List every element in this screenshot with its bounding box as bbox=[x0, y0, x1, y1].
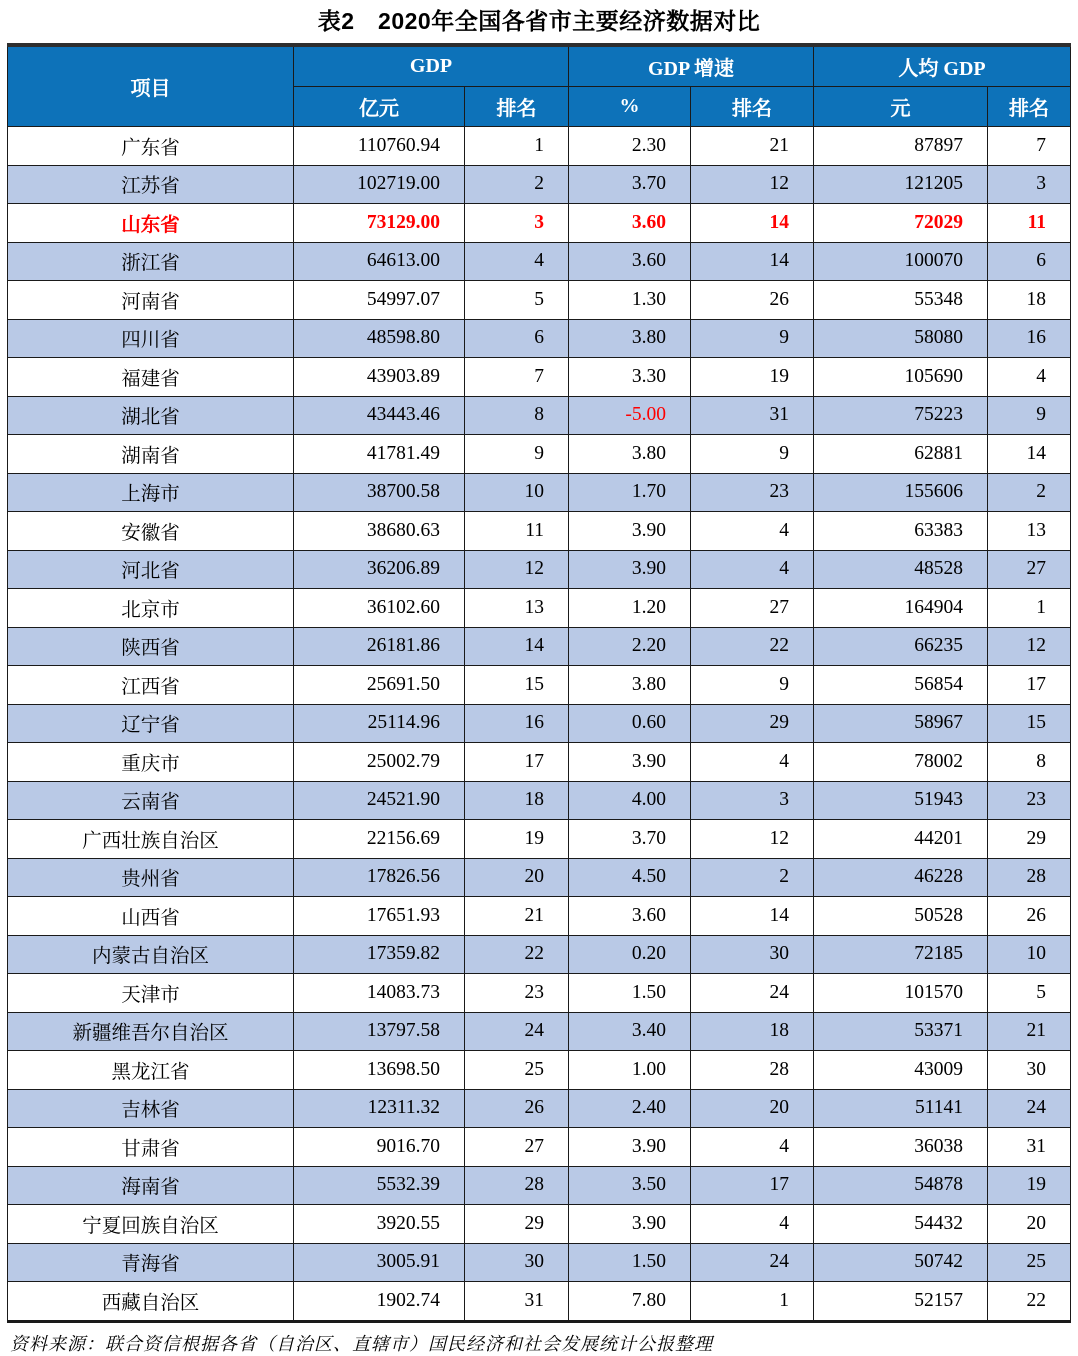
table-row bbox=[8, 974, 1071, 1013]
cell-per-capita-rank: 25 bbox=[988, 1243, 1071, 1282]
table-row bbox=[8, 704, 1071, 743]
cell-growth: 3.80 bbox=[569, 666, 691, 705]
cell-growth-rank: 19 bbox=[691, 358, 814, 397]
cell-province: 辽宁省 bbox=[8, 704, 294, 743]
cell-gdp: 24521.90 bbox=[294, 781, 465, 820]
cell-per-capita-rank: 24 bbox=[988, 1089, 1071, 1128]
cell-gdp-rank: 14 bbox=[465, 627, 569, 666]
cell-province: 四川省 bbox=[8, 319, 294, 358]
table-row bbox=[8, 242, 1071, 281]
cell-gdp: 13797.58 bbox=[294, 1012, 465, 1051]
cell-province: 甘肃省 bbox=[8, 1128, 294, 1167]
cell-gdp-rank: 7 bbox=[465, 358, 569, 397]
cell-per-capita: 54432 bbox=[814, 1205, 988, 1244]
cell-growth: 1.70 bbox=[569, 473, 691, 512]
header-gdp-rank: 排名 bbox=[465, 87, 569, 127]
cell-per-capita-rank: 17 bbox=[988, 666, 1071, 705]
cell-per-capita-rank: 28 bbox=[988, 858, 1071, 897]
cell-province: 广东省 bbox=[8, 127, 294, 166]
cell-gdp: 3005.91 bbox=[294, 1243, 465, 1282]
cell-growth-rank: 4 bbox=[691, 1205, 814, 1244]
cell-per-capita: 72029 bbox=[814, 204, 988, 243]
header-per-capita-unit: 元 bbox=[814, 87, 988, 127]
cell-per-capita-rank: 13 bbox=[988, 512, 1071, 551]
cell-growth: 3.60 bbox=[569, 242, 691, 281]
cell-gdp-rank: 13 bbox=[465, 589, 569, 628]
cell-gdp-rank: 1 bbox=[465, 127, 569, 166]
cell-province: 海南省 bbox=[8, 1166, 294, 1205]
cell-growth: 3.60 bbox=[569, 897, 691, 936]
cell-gdp-rank: 16 bbox=[465, 704, 569, 743]
cell-growth-rank: 30 bbox=[691, 935, 814, 974]
cell-per-capita-rank: 16 bbox=[988, 319, 1071, 358]
cell-gdp-rank: 22 bbox=[465, 935, 569, 974]
cell-gdp-rank: 8 bbox=[465, 396, 569, 435]
cell-per-capita-rank: 18 bbox=[988, 281, 1071, 320]
cell-growth: 3.30 bbox=[569, 358, 691, 397]
cell-per-capita: 58967 bbox=[814, 704, 988, 743]
cell-gdp: 73129.00 bbox=[294, 204, 465, 243]
cell-gdp-rank: 12 bbox=[465, 550, 569, 589]
cell-per-capita-rank: 7 bbox=[988, 127, 1071, 166]
cell-growth: 7.80 bbox=[569, 1282, 691, 1322]
cell-growth: 3.50 bbox=[569, 1166, 691, 1205]
cell-gdp-rank: 11 bbox=[465, 512, 569, 551]
cell-province: 宁夏回族自治区 bbox=[8, 1205, 294, 1244]
table-row bbox=[8, 1012, 1071, 1051]
table-row bbox=[8, 1243, 1071, 1282]
table-row bbox=[8, 627, 1071, 666]
table-row bbox=[8, 165, 1071, 204]
cell-per-capita: 58080 bbox=[814, 319, 988, 358]
cell-per-capita-rank: 30 bbox=[988, 1051, 1071, 1090]
table-row bbox=[8, 319, 1071, 358]
cell-per-capita-rank: 26 bbox=[988, 897, 1071, 936]
cell-province: 云南省 bbox=[8, 781, 294, 820]
table-header bbox=[8, 45, 1071, 127]
cell-growth-rank: 9 bbox=[691, 319, 814, 358]
cell-growth: -5.00 bbox=[569, 396, 691, 435]
cell-growth: 1.50 bbox=[569, 974, 691, 1013]
cell-gdp: 36102.60 bbox=[294, 589, 465, 628]
cell-per-capita: 78002 bbox=[814, 743, 988, 782]
table-row bbox=[8, 127, 1071, 166]
cell-growth-rank: 18 bbox=[691, 1012, 814, 1051]
table-row bbox=[8, 589, 1071, 628]
table-row bbox=[8, 358, 1071, 397]
cell-gdp-rank: 4 bbox=[465, 242, 569, 281]
cell-per-capita: 105690 bbox=[814, 358, 988, 397]
cell-gdp-rank: 3 bbox=[465, 204, 569, 243]
cell-growth: 3.80 bbox=[569, 435, 691, 474]
cell-province: 河北省 bbox=[8, 550, 294, 589]
header-gdp-unit: 亿元 bbox=[294, 87, 465, 127]
cell-per-capita: 87897 bbox=[814, 127, 988, 166]
cell-growth-rank: 4 bbox=[691, 512, 814, 551]
cell-growth-rank: 21 bbox=[691, 127, 814, 166]
cell-growth: 3.90 bbox=[569, 1128, 691, 1167]
cell-growth: 3.40 bbox=[569, 1012, 691, 1051]
cell-growth: 2.30 bbox=[569, 127, 691, 166]
cell-per-capita-rank: 12 bbox=[988, 627, 1071, 666]
cell-gdp: 5532.39 bbox=[294, 1166, 465, 1205]
economic-data-table bbox=[7, 43, 1071, 1323]
cell-gdp: 17651.93 bbox=[294, 897, 465, 936]
cell-growth-rank: 14 bbox=[691, 242, 814, 281]
cell-gdp: 54997.07 bbox=[294, 281, 465, 320]
cell-per-capita-rank: 15 bbox=[988, 704, 1071, 743]
cell-per-capita: 52157 bbox=[814, 1282, 988, 1322]
cell-per-capita-rank: 9 bbox=[988, 396, 1071, 435]
cell-growth-rank: 26 bbox=[691, 281, 814, 320]
cell-province: 安徽省 bbox=[8, 512, 294, 551]
cell-gdp: 38680.63 bbox=[294, 512, 465, 551]
cell-per-capita-rank: 11 bbox=[988, 204, 1071, 243]
cell-growth: 1.30 bbox=[569, 281, 691, 320]
header-growth-rank: 排名 bbox=[691, 87, 814, 127]
cell-growth: 2.20 bbox=[569, 627, 691, 666]
cell-province: 北京市 bbox=[8, 589, 294, 628]
table-row bbox=[8, 781, 1071, 820]
cell-province: 天津市 bbox=[8, 974, 294, 1013]
cell-growth-rank: 29 bbox=[691, 704, 814, 743]
cell-gdp: 36206.89 bbox=[294, 550, 465, 589]
cell-growth: 1.50 bbox=[569, 1243, 691, 1282]
cell-gdp-rank: 24 bbox=[465, 1012, 569, 1051]
cell-per-capita-rank: 4 bbox=[988, 358, 1071, 397]
cell-province: 湖北省 bbox=[8, 396, 294, 435]
cell-per-capita-rank: 23 bbox=[988, 781, 1071, 820]
cell-gdp-rank: 9 bbox=[465, 435, 569, 474]
cell-province: 重庆市 bbox=[8, 743, 294, 782]
cell-gdp-rank: 21 bbox=[465, 897, 569, 936]
table-row bbox=[8, 1128, 1071, 1167]
cell-province: 吉林省 bbox=[8, 1089, 294, 1128]
table-row bbox=[8, 204, 1071, 243]
cell-gdp-rank: 27 bbox=[465, 1128, 569, 1167]
cell-growth: 2.40 bbox=[569, 1089, 691, 1128]
cell-gdp-rank: 10 bbox=[465, 473, 569, 512]
cell-growth-rank: 14 bbox=[691, 204, 814, 243]
cell-per-capita-rank: 19 bbox=[988, 1166, 1071, 1205]
cell-gdp-rank: 26 bbox=[465, 1089, 569, 1128]
cell-growth: 3.90 bbox=[569, 1205, 691, 1244]
cell-per-capita: 72185 bbox=[814, 935, 988, 974]
cell-per-capita: 54878 bbox=[814, 1166, 988, 1205]
cell-per-capita-rank: 5 bbox=[988, 974, 1071, 1013]
cell-per-capita: 44201 bbox=[814, 820, 988, 859]
cell-province: 河南省 bbox=[8, 281, 294, 320]
table-row bbox=[8, 1089, 1071, 1128]
cell-province: 黑龙江省 bbox=[8, 1051, 294, 1090]
cell-growth-rank: 12 bbox=[691, 165, 814, 204]
header-row-groups bbox=[8, 45, 1071, 87]
cell-growth: 3.70 bbox=[569, 820, 691, 859]
cell-gdp: 41781.49 bbox=[294, 435, 465, 474]
cell-gdp: 25114.96 bbox=[294, 704, 465, 743]
table-row bbox=[8, 743, 1071, 782]
cell-growth-rank: 31 bbox=[691, 396, 814, 435]
table-row bbox=[8, 473, 1071, 512]
cell-province: 陕西省 bbox=[8, 627, 294, 666]
cell-province: 湖南省 bbox=[8, 435, 294, 474]
cell-gdp: 9016.70 bbox=[294, 1128, 465, 1167]
cell-growth-rank: 1 bbox=[691, 1282, 814, 1322]
cell-gdp-rank: 28 bbox=[465, 1166, 569, 1205]
cell-per-capita: 164904 bbox=[814, 589, 988, 628]
cell-per-capita: 100070 bbox=[814, 242, 988, 281]
cell-growth: 3.90 bbox=[569, 512, 691, 551]
cell-gdp-rank: 6 bbox=[465, 319, 569, 358]
cell-province: 青海省 bbox=[8, 1243, 294, 1282]
cell-province: 山西省 bbox=[8, 897, 294, 936]
cell-growth: 3.60 bbox=[569, 204, 691, 243]
cell-gdp: 26181.86 bbox=[294, 627, 465, 666]
header-gdp-group: GDP bbox=[294, 45, 569, 87]
cell-growth: 3.80 bbox=[569, 319, 691, 358]
cell-gdp-rank: 19 bbox=[465, 820, 569, 859]
table-row bbox=[8, 820, 1071, 859]
cell-growth: 0.60 bbox=[569, 704, 691, 743]
cell-province: 贵州省 bbox=[8, 858, 294, 897]
table-row bbox=[8, 512, 1071, 551]
cell-per-capita: 155606 bbox=[814, 473, 988, 512]
cell-province: 福建省 bbox=[8, 358, 294, 397]
cell-per-capita-rank: 27 bbox=[988, 550, 1071, 589]
cell-growth-rank: 3 bbox=[691, 781, 814, 820]
table-row bbox=[8, 858, 1071, 897]
cell-per-capita: 62881 bbox=[814, 435, 988, 474]
cell-growth-rank: 24 bbox=[691, 974, 814, 1013]
cell-per-capita-rank: 20 bbox=[988, 1205, 1071, 1244]
cell-gdp-rank: 30 bbox=[465, 1243, 569, 1282]
cell-per-capita: 46228 bbox=[814, 858, 988, 897]
cell-province: 江苏省 bbox=[8, 165, 294, 204]
header-per-capita-rank: 排名 bbox=[988, 87, 1071, 127]
cell-gdp: 38700.58 bbox=[294, 473, 465, 512]
cell-growth-rank: 9 bbox=[691, 666, 814, 705]
cell-growth-rank: 4 bbox=[691, 743, 814, 782]
cell-per-capita: 75223 bbox=[814, 396, 988, 435]
cell-gdp-rank: 18 bbox=[465, 781, 569, 820]
cell-province: 上海市 bbox=[8, 473, 294, 512]
cell-gdp: 102719.00 bbox=[294, 165, 465, 204]
cell-growth: 1.20 bbox=[569, 589, 691, 628]
cell-growth-rank: 4 bbox=[691, 1128, 814, 1167]
cell-per-capita-rank: 21 bbox=[988, 1012, 1071, 1051]
cell-gdp-rank: 2 bbox=[465, 165, 569, 204]
cell-growth: 3.70 bbox=[569, 165, 691, 204]
cell-per-capita-rank: 22 bbox=[988, 1282, 1071, 1322]
cell-gdp: 12311.32 bbox=[294, 1089, 465, 1128]
cell-per-capita: 51141 bbox=[814, 1089, 988, 1128]
cell-per-capita: 121205 bbox=[814, 165, 988, 204]
cell-gdp: 25002.79 bbox=[294, 743, 465, 782]
header-growth-unit: % bbox=[569, 87, 691, 127]
header-item: 项目 bbox=[8, 45, 294, 127]
cell-growth-rank: 22 bbox=[691, 627, 814, 666]
cell-gdp-rank: 23 bbox=[465, 974, 569, 1013]
cell-gdp: 48598.80 bbox=[294, 319, 465, 358]
cell-per-capita-rank: 8 bbox=[988, 743, 1071, 782]
cell-gdp-rank: 29 bbox=[465, 1205, 569, 1244]
cell-gdp-rank: 5 bbox=[465, 281, 569, 320]
table-row bbox=[8, 435, 1071, 474]
cell-gdp: 17826.56 bbox=[294, 858, 465, 897]
cell-per-capita: 50528 bbox=[814, 897, 988, 936]
table-row bbox=[8, 281, 1071, 320]
cell-gdp-rank: 17 bbox=[465, 743, 569, 782]
cell-growth-rank: 28 bbox=[691, 1051, 814, 1090]
cell-per-capita: 55348 bbox=[814, 281, 988, 320]
cell-gdp: 22156.69 bbox=[294, 820, 465, 859]
cell-per-capita: 50742 bbox=[814, 1243, 988, 1282]
table-row bbox=[8, 1282, 1071, 1322]
cell-gdp: 64613.00 bbox=[294, 242, 465, 281]
cell-per-capita-rank: 29 bbox=[988, 820, 1071, 859]
table-body bbox=[8, 127, 1071, 1322]
table-row bbox=[8, 897, 1071, 936]
table-row bbox=[8, 550, 1071, 589]
cell-province: 新疆维吾尔自治区 bbox=[8, 1012, 294, 1051]
cell-per-capita-rank: 6 bbox=[988, 242, 1071, 281]
cell-growth: 0.20 bbox=[569, 935, 691, 974]
cell-gdp: 17359.82 bbox=[294, 935, 465, 974]
cell-per-capita-rank: 31 bbox=[988, 1128, 1071, 1167]
cell-growth-rank: 27 bbox=[691, 589, 814, 628]
cell-growth: 3.90 bbox=[569, 743, 691, 782]
cell-gdp-rank: 31 bbox=[465, 1282, 569, 1322]
cell-gdp: 14083.73 bbox=[294, 974, 465, 1013]
cell-per-capita-rank: 3 bbox=[988, 165, 1071, 204]
cell-province: 西藏自治区 bbox=[8, 1282, 294, 1322]
table-row bbox=[8, 1166, 1071, 1205]
cell-per-capita: 53371 bbox=[814, 1012, 988, 1051]
cell-per-capita-rank: 14 bbox=[988, 435, 1071, 474]
cell-growth-rank: 9 bbox=[691, 435, 814, 474]
cell-growth-rank: 12 bbox=[691, 820, 814, 859]
cell-per-capita: 66235 bbox=[814, 627, 988, 666]
cell-growth-rank: 24 bbox=[691, 1243, 814, 1282]
cell-gdp: 3920.55 bbox=[294, 1205, 465, 1244]
cell-per-capita: 63383 bbox=[814, 512, 988, 551]
cell-growth-rank: 23 bbox=[691, 473, 814, 512]
cell-gdp-rank: 20 bbox=[465, 858, 569, 897]
cell-gdp: 43443.46 bbox=[294, 396, 465, 435]
cell-province: 山东省 bbox=[8, 204, 294, 243]
cell-per-capita-rank: 10 bbox=[988, 935, 1071, 974]
cell-per-capita: 101570 bbox=[814, 974, 988, 1013]
cell-gdp: 13698.50 bbox=[294, 1051, 465, 1090]
cell-growth-rank: 14 bbox=[691, 897, 814, 936]
table-row bbox=[8, 396, 1071, 435]
cell-growth: 3.90 bbox=[569, 550, 691, 589]
cell-per-capita-rank: 2 bbox=[988, 473, 1071, 512]
header-per-capita-group: 人均 GDP bbox=[814, 45, 1071, 87]
cell-growth: 1.00 bbox=[569, 1051, 691, 1090]
cell-per-capita-rank: 1 bbox=[988, 589, 1071, 628]
cell-growth-rank: 2 bbox=[691, 858, 814, 897]
cell-gdp-rank: 25 bbox=[465, 1051, 569, 1090]
cell-gdp: 43903.89 bbox=[294, 358, 465, 397]
cell-province: 内蒙古自治区 bbox=[8, 935, 294, 974]
cell-growth-rank: 4 bbox=[691, 550, 814, 589]
table-row bbox=[8, 1051, 1071, 1090]
cell-growth: 4.50 bbox=[569, 858, 691, 897]
cell-province: 浙江省 bbox=[8, 242, 294, 281]
header-growth-group: GDP 增速 bbox=[569, 45, 814, 87]
cell-gdp-rank: 15 bbox=[465, 666, 569, 705]
table-title: 表2 2020年全国各省市主要经济数据对比 bbox=[317, 8, 761, 34]
cell-growth-rank: 20 bbox=[691, 1089, 814, 1128]
source-note: 资料来源：联合资信根据各省（自治区、直辖市）国民经济和社会发展统计公报整理 bbox=[10, 1333, 713, 1354]
cell-per-capita: 51943 bbox=[814, 781, 988, 820]
cell-growth: 4.00 bbox=[569, 781, 691, 820]
cell-per-capita: 36038 bbox=[814, 1128, 988, 1167]
cell-gdp: 110760.94 bbox=[294, 127, 465, 166]
cell-gdp: 25691.50 bbox=[294, 666, 465, 705]
table-row bbox=[8, 1205, 1071, 1244]
cell-province: 江西省 bbox=[8, 666, 294, 705]
cell-per-capita: 43009 bbox=[814, 1051, 988, 1090]
cell-per-capita: 48528 bbox=[814, 550, 988, 589]
cell-province: 广西壮族自治区 bbox=[8, 820, 294, 859]
cell-growth-rank: 17 bbox=[691, 1166, 814, 1205]
table-row bbox=[8, 666, 1071, 705]
cell-gdp: 1902.74 bbox=[294, 1282, 465, 1322]
table-row bbox=[8, 935, 1071, 974]
cell-per-capita: 56854 bbox=[814, 666, 988, 705]
